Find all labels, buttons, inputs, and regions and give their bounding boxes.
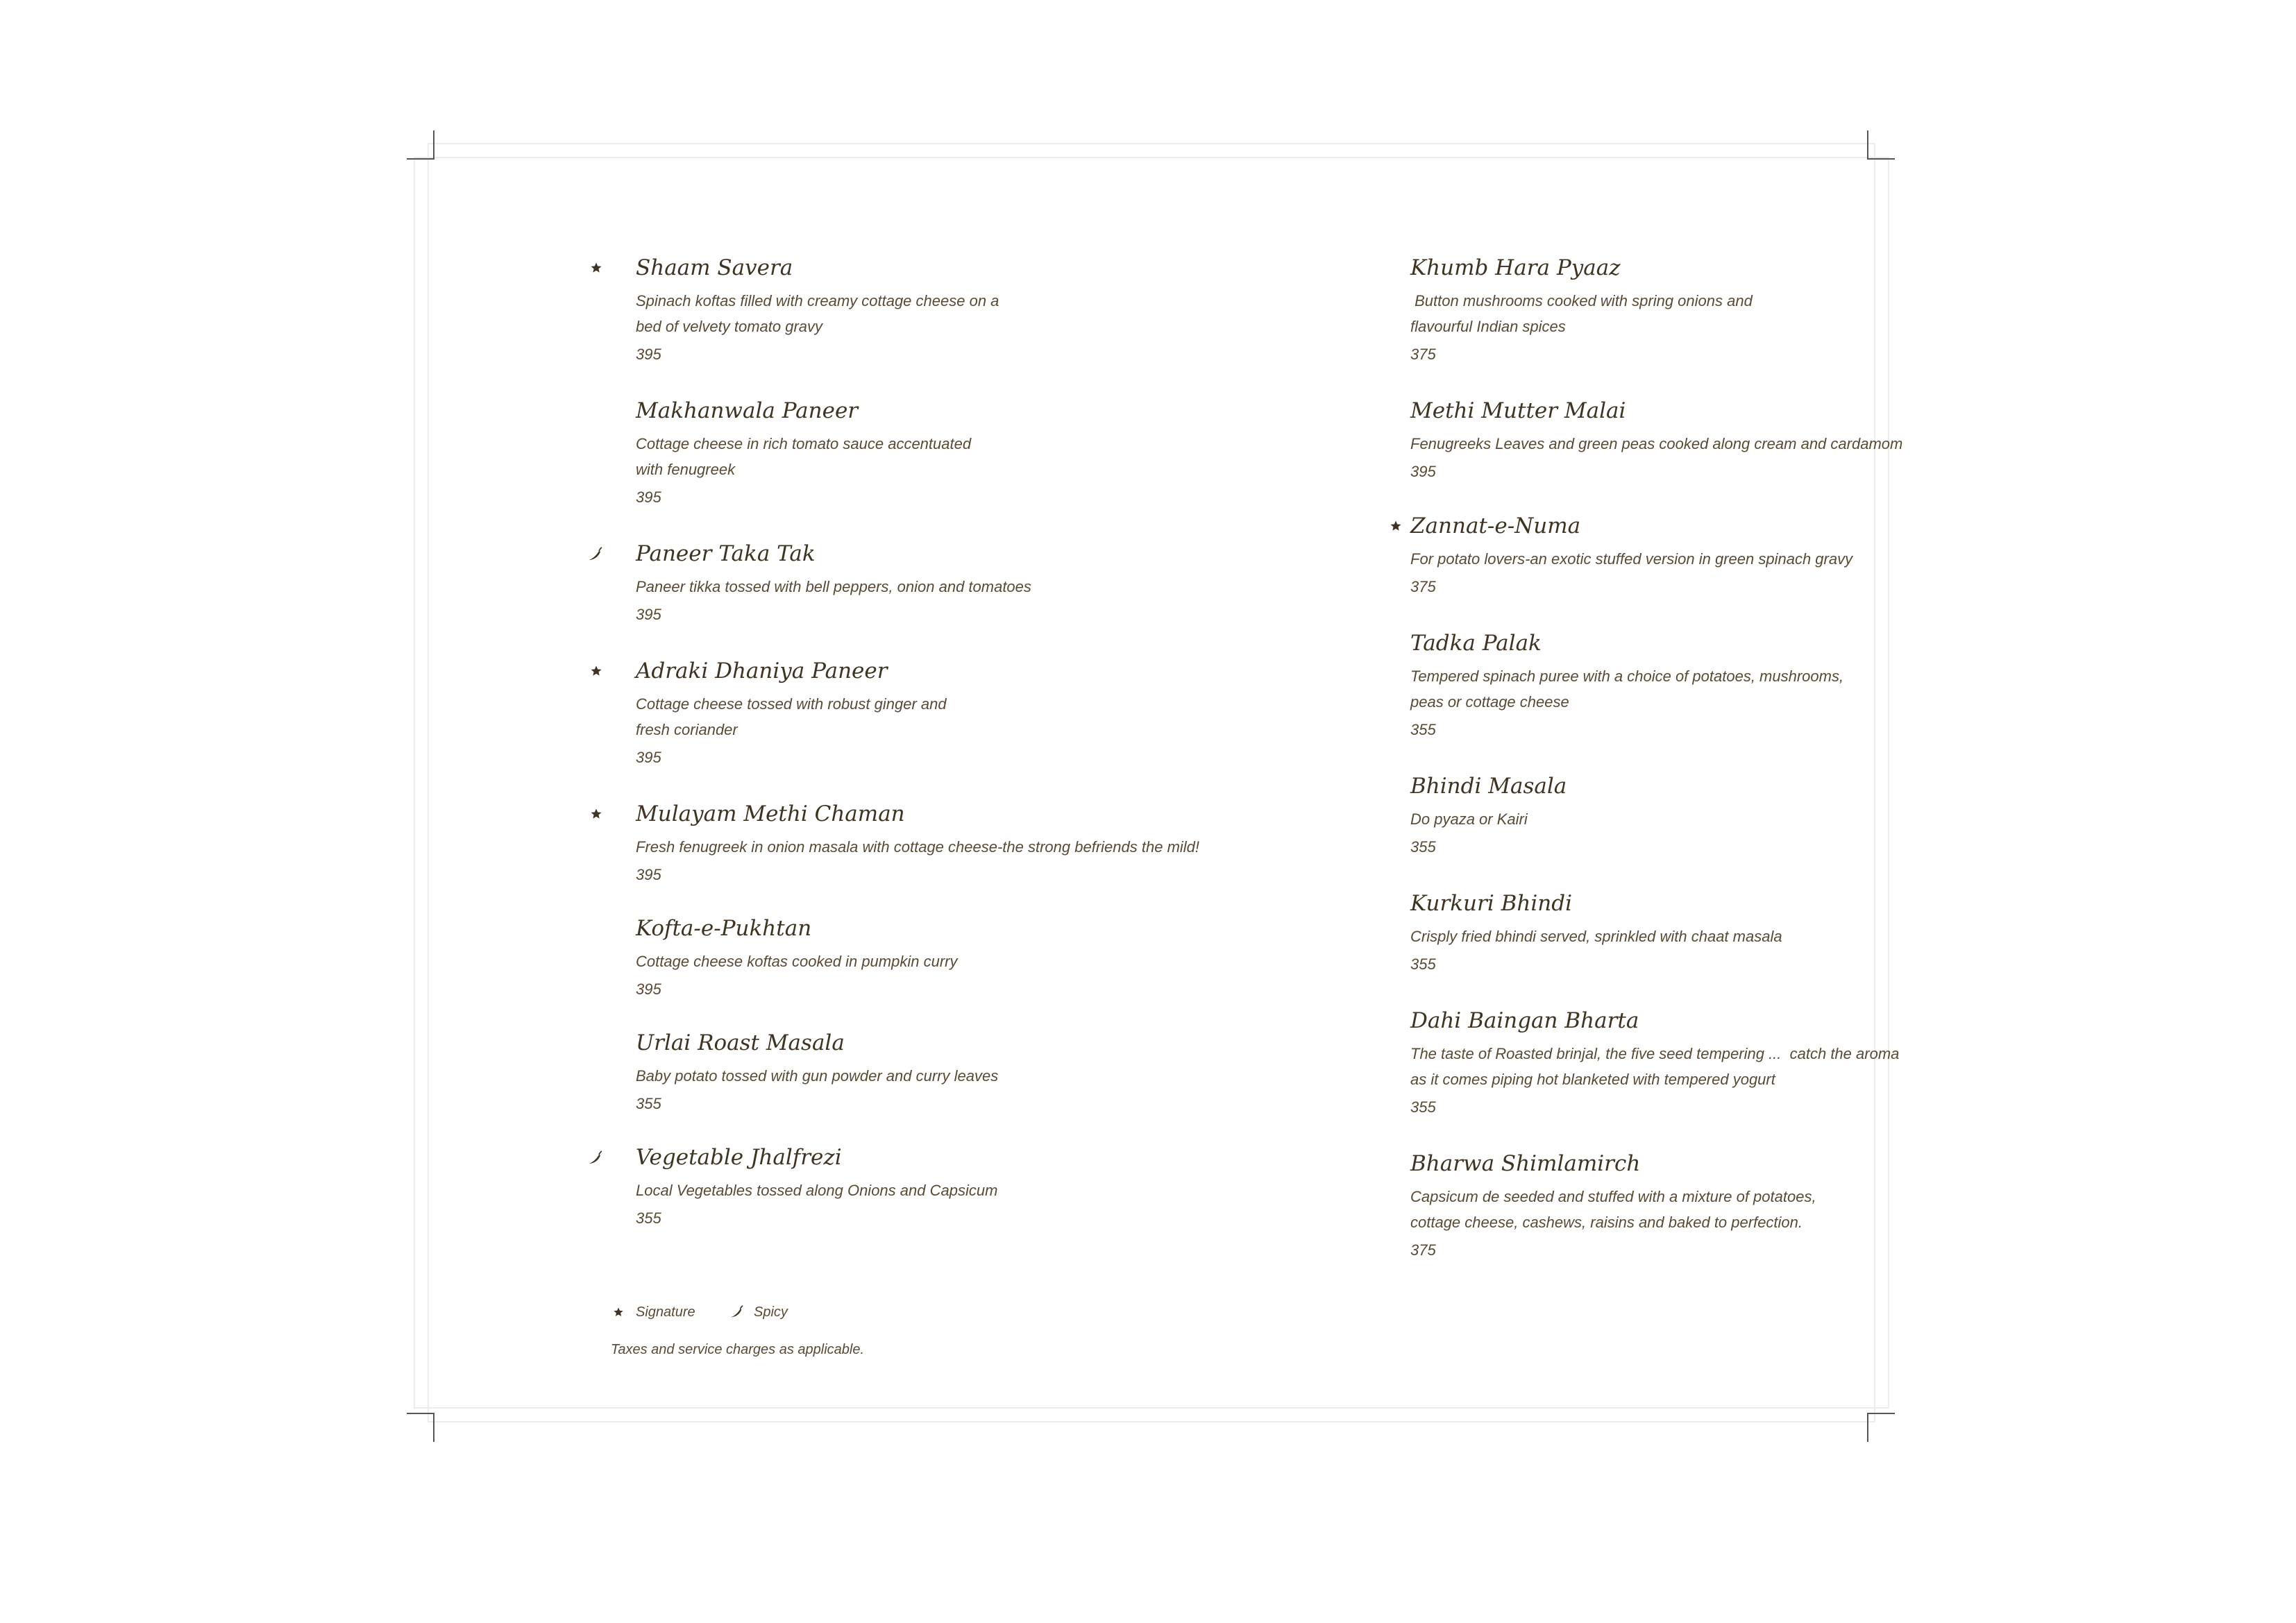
menu-item-description: Fenugreeks Leaves and green peas cooked along cream and cardamom [1410, 435, 1903, 452]
menu-item-name: Kurkuri Bhindi [1410, 891, 1572, 916]
menu-item-price: 395 [636, 866, 661, 883]
star-icon [587, 662, 605, 680]
star-icon [1387, 517, 1405, 535]
crop-mark-top-right-h [1867, 158, 1895, 160]
menu-item-name: Zannat-e-Numa [1410, 513, 1581, 538]
menu-item-price: 395 [636, 749, 661, 766]
menu-item-price: 375 [1410, 1241, 1436, 1259]
menu-item-price: 355 [636, 1095, 661, 1112]
crop-mark-bottom-left-v [433, 1413, 434, 1442]
menu-item-description: Spinach koftas filled with creamy cottage cheese on a [636, 292, 999, 309]
star-icon [587, 259, 605, 277]
menu-item-price: 355 [1410, 1098, 1436, 1116]
menu-item-description: Local Vegetables tossed along Onions and Capsicum [636, 1182, 998, 1199]
star-icon [609, 1303, 627, 1321]
chili-icon [727, 1302, 745, 1320]
crop-mark-top-left-v [433, 130, 434, 160]
menu-item-price: 395 [636, 980, 661, 998]
menu-item-name: Makhanwala Paneer [636, 398, 859, 423]
page-frame-left [414, 157, 415, 1409]
menu-item-description: Button mushrooms cooked with spring onions and [1410, 292, 1753, 309]
crop-mark-bottom-right-h [1867, 1413, 1895, 1414]
chili-icon [586, 1148, 604, 1166]
page-frame-right [1888, 157, 1889, 1409]
page-frame-right-outer [1874, 143, 1875, 1422]
menu-item-description: The taste of Roasted brinjal, the five seed tempering ... catch the aroma [1410, 1045, 1900, 1062]
menu-item-price: 395 [1410, 463, 1436, 480]
menu-item-price: 395 [636, 606, 661, 623]
menu-item-description: flavourful Indian spices [1410, 318, 1566, 335]
menu-item-price: 395 [636, 488, 661, 506]
menu-item-description: Do pyaza or Kairi [1410, 810, 1528, 828]
page-frame-bottom [428, 1421, 1875, 1422]
legend-signature-label: Signature [636, 1305, 695, 1320]
menu-item-description: Tempered spinach puree with a choice of potatoes, mushrooms, [1410, 668, 1844, 685]
menu-item-description: For potato lovers-an exotic stuffed version in green spinach gravy [1410, 550, 1853, 568]
menu-item-name: Kofta-e-Pukhtan [636, 916, 812, 941]
menu-item-description: Baby potato tossed with gun powder and curry leaves [636, 1067, 999, 1085]
star-icon [587, 805, 605, 823]
menu-item-description: fresh coriander [636, 721, 738, 738]
page-frame-top [428, 143, 1875, 144]
menu-item-name: Methi Mutter Malai [1410, 398, 1626, 423]
crop-mark-bottom-left-h [407, 1413, 434, 1414]
chili-icon [586, 545, 604, 563]
menu-item-name: Tadka Palak [1410, 631, 1542, 656]
menu-item-price: 355 [1410, 838, 1436, 856]
menu-item-name: Mulayam Methi Chaman [636, 801, 905, 826]
menu-item-name: Paneer Taka Tak [636, 541, 816, 566]
menu-item-price: 375 [1410, 346, 1436, 363]
tax-note: Taxes and service charges as applicable. [611, 1342, 865, 1357]
menu-item-price: 355 [636, 1209, 661, 1227]
menu-item-description: peas or cottage cheese [1410, 693, 1569, 711]
menu-item-description: Cottage cheese koftas cooked in pumpkin curry [636, 953, 958, 970]
page-frame-top-inner [414, 157, 1889, 158]
page-frame-bottom-inner [414, 1407, 1889, 1409]
menu-item-description: bed of velvety tomato gravy [636, 318, 823, 335]
crop-mark-top-left-h [407, 158, 434, 160]
menu-item-name: Shaam Savera [636, 255, 793, 280]
menu-item-name: Urlai Roast Masala [636, 1030, 845, 1055]
crop-mark-top-right-v [1867, 130, 1868, 160]
menu-item-price: 355 [1410, 955, 1436, 973]
page-frame-left-outer [428, 143, 429, 1422]
crop-mark-bottom-right-v [1867, 1413, 1868, 1442]
menu-item-name: Vegetable Jhalfrezi [636, 1145, 842, 1170]
menu-item-description: Paneer tikka tossed with bell peppers, onion and tomatoes [636, 578, 1031, 595]
menu-item-price: 355 [1410, 721, 1436, 738]
menu-item-name: Bharwa Shimlamirch [1410, 1151, 1641, 1176]
menu-item-description: Cottage cheese tossed with robust ginger and [636, 695, 947, 713]
menu-item-description: Capsicum de seeded and stuffed with a mixture of potatoes, [1410, 1188, 1816, 1205]
menu-item-price: 395 [636, 346, 661, 363]
menu-item-description: Cottage cheese in rich tomato sauce accentuated [636, 435, 972, 452]
menu-item-name: Khumb Hara Pyaaz [1410, 255, 1621, 280]
menu-item-description: Crisply fried bhindi served, sprinkled with chaat masala [1410, 928, 1782, 945]
menu-item-name: Dahi Baingan Bharta [1410, 1008, 1639, 1033]
menu-item-price: 375 [1410, 578, 1436, 595]
menu-item-name: Bhindi Masala [1410, 774, 1567, 799]
menu-item-description: as it comes piping hot blanketed with tempered yogurt [1410, 1071, 1775, 1088]
menu-item-name: Adraki Dhaniya Paneer [636, 658, 888, 683]
legend-spicy-label: Spicy [754, 1305, 788, 1320]
menu-item-description: cottage cheese, cashews, raisins and baked to perfection. [1410, 1214, 1803, 1231]
menu-item-description: Fresh fenugreek in onion masala with cottage cheese-the strong befriends the mild! [636, 838, 1200, 856]
menu-item-description: with fenugreek [636, 461, 736, 478]
